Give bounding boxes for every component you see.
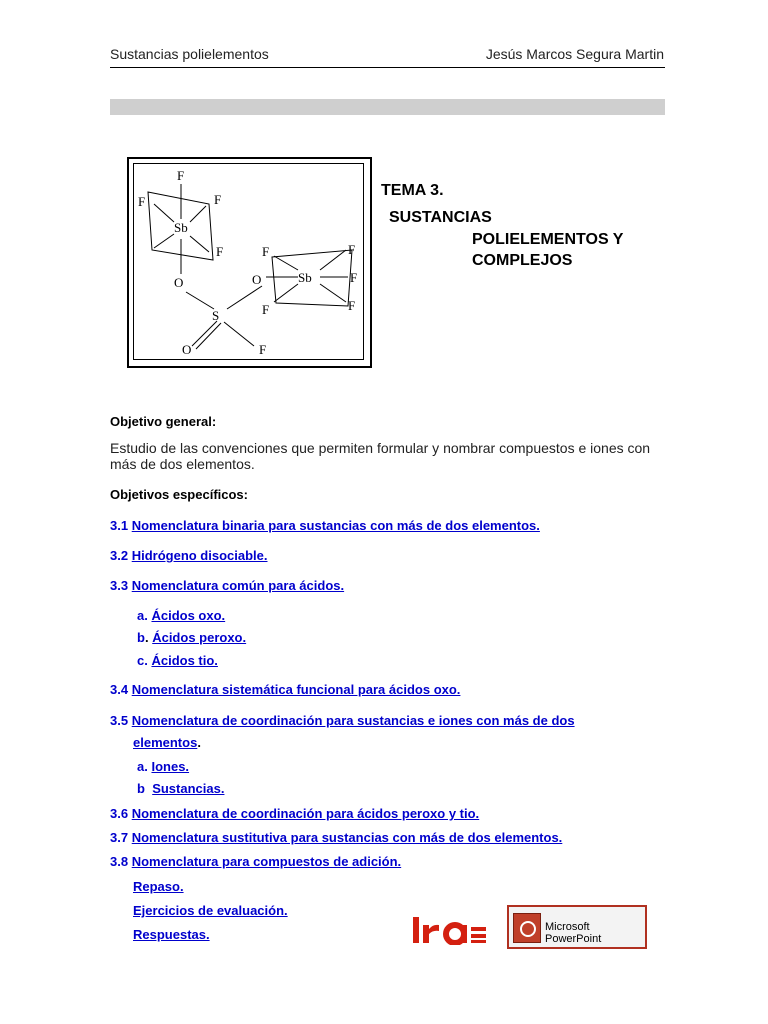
atom-label: O bbox=[182, 342, 192, 357]
header-left: Sustancias polielementos bbox=[110, 46, 269, 62]
tema-title: TEMA 3. bbox=[381, 182, 444, 199]
atom-label: F bbox=[348, 298, 356, 313]
list-item bbox=[110, 830, 562, 845]
period: . bbox=[197, 735, 201, 750]
molecule-figure bbox=[127, 157, 372, 368]
atom-label: F bbox=[350, 270, 358, 285]
list-item bbox=[110, 578, 344, 593]
link-nomenclatura-sustitutiva[interactable]: Nomenclatura sustitutiva para sustancias con más de dos elementos. bbox=[131, 830, 563, 845]
item-number: 3.2 bbox=[110, 548, 129, 563]
item-number: 3.1 bbox=[110, 518, 129, 533]
atom-label: F bbox=[259, 342, 267, 357]
list-item bbox=[137, 608, 225, 623]
atom-label: Sb bbox=[298, 270, 312, 285]
atom-label: O bbox=[252, 272, 262, 287]
list-item bbox=[110, 713, 575, 728]
list-item bbox=[110, 548, 268, 563]
objetivo-general-heading: Objetivo general: bbox=[110, 414, 217, 429]
item-number: 3.6 bbox=[110, 806, 129, 821]
link-nomenclatura-binaria[interactable]: Nomenclatura binaria para sustancias con más de dos elementos. bbox=[131, 518, 540, 533]
list-item-continuation bbox=[133, 735, 201, 750]
list-item bbox=[110, 854, 401, 869]
powerpoint-label: Microsoft PowerPoint bbox=[545, 921, 602, 945]
molecule-diagram bbox=[134, 164, 365, 361]
list-item bbox=[137, 781, 224, 796]
link-compuestos-adicion[interactable]: Nomenclatura para compuestos de adición. bbox=[131, 854, 402, 869]
link-nomenclatura-sistematica[interactable]: Nomenclatura sistemática funcional para ácidos oxo. bbox=[131, 682, 461, 697]
link-ejercicios[interactable]: Ejercicios de evaluación. bbox=[133, 903, 288, 918]
item-number: a. bbox=[137, 759, 148, 774]
link-repaso[interactable]: Repaso. bbox=[133, 879, 184, 894]
atom-label: S bbox=[212, 308, 220, 323]
item-number: c. bbox=[137, 653, 148, 668]
item-number: b bbox=[137, 630, 145, 645]
link-acidos-oxo[interactable]: Ácidos oxo. bbox=[151, 608, 226, 623]
list-item bbox=[110, 518, 540, 533]
link-iones[interactable]: Iones. bbox=[151, 759, 190, 774]
item-number: 3.8 bbox=[110, 854, 129, 869]
list-item bbox=[133, 879, 184, 894]
list-item bbox=[110, 806, 479, 821]
link-nomenclatura-comun[interactable]: Nomenclatura común para ácidos. bbox=[131, 578, 345, 593]
header-rule bbox=[110, 67, 665, 68]
objetivo-general-text-1: Estudio de las convenciones que permiten formular y nombrar compuestos e iones con bbox=[110, 440, 651, 456]
list-item bbox=[137, 653, 218, 668]
title-line-3: POLIELEMENTOS Y bbox=[472, 231, 624, 248]
link-coordinacion-acidos[interactable]: Nomenclatura de coordinación para ácidos peroxo y tio. bbox=[131, 806, 480, 821]
atom-label: F bbox=[262, 302, 270, 317]
atom-label: F bbox=[262, 244, 270, 259]
item-number: 3.3 bbox=[110, 578, 129, 593]
list-item bbox=[133, 903, 288, 918]
atom-label: F bbox=[177, 168, 185, 183]
irae-logo[interactable] bbox=[413, 915, 488, 945]
gray-bar bbox=[110, 99, 665, 115]
atom-label: O bbox=[174, 275, 184, 290]
title-line-2: SUSTANCIAS bbox=[389, 209, 492, 226]
link-acidos-peroxo[interactable]: Ácidos peroxo. bbox=[152, 630, 247, 645]
powerpoint-button[interactable] bbox=[507, 905, 647, 949]
item-number: 3.5 bbox=[110, 713, 129, 728]
link-hidrogeno-disociable[interactable]: Hidrógeno disociable. bbox=[131, 548, 268, 563]
link-sustancias[interactable]: Sustancias. bbox=[152, 781, 225, 796]
atom-label: F bbox=[138, 194, 146, 209]
objetivo-general-text-2: más de dos elementos. bbox=[110, 456, 255, 472]
link-acidos-tio[interactable]: Ácidos tio. bbox=[151, 653, 218, 668]
atom-label: F bbox=[348, 242, 356, 257]
title-line-4: COMPLEJOS bbox=[472, 252, 573, 269]
list-item: b. Ácidos peroxo. bbox=[137, 630, 247, 645]
list-item bbox=[110, 682, 460, 697]
header-right: Jesús Marcos Segura Martin bbox=[485, 46, 664, 62]
link-respuestas[interactable]: Respuestas. bbox=[133, 927, 210, 942]
powerpoint-icon bbox=[513, 913, 541, 943]
atom-label: F bbox=[216, 244, 224, 259]
item-number: 3.4 bbox=[110, 682, 129, 697]
list-item bbox=[133, 927, 210, 942]
item-number: b bbox=[137, 781, 145, 796]
list-item bbox=[137, 759, 189, 774]
atom-label: F bbox=[214, 192, 222, 207]
objetivos-especificos-heading: Objetivos específicos: bbox=[110, 487, 248, 502]
atom-label: Sb bbox=[174, 220, 188, 235]
link-nomenclatura-coordinacion-sustancias[interactable]: Nomenclatura de coordinación para sustancias e iones con más de dos bbox=[131, 713, 575, 728]
link-elementos[interactable]: elementos bbox=[133, 735, 198, 750]
item-number: a. bbox=[137, 608, 148, 623]
item-number: 3.7 bbox=[110, 830, 129, 845]
